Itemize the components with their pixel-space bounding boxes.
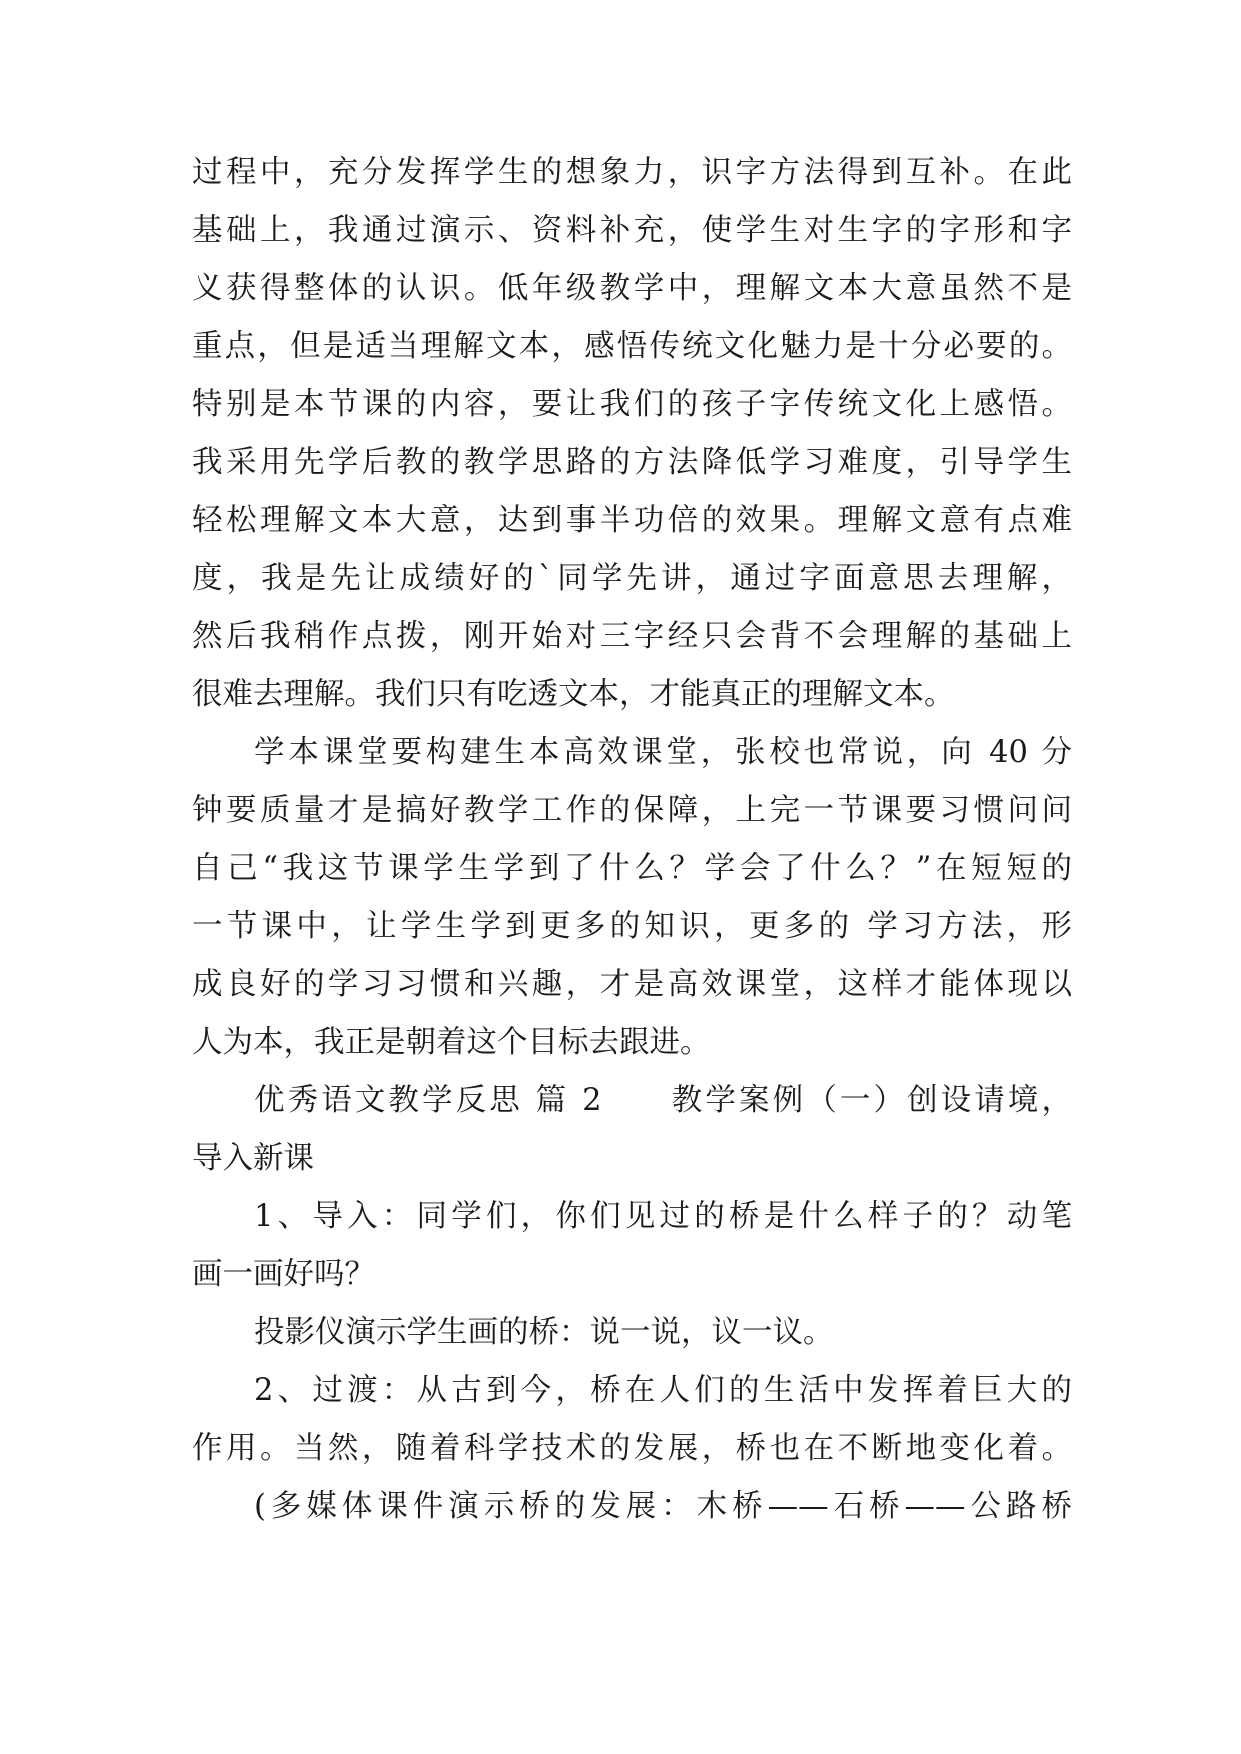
- section-heading-line: 优秀语文教学反思 篇 2 教学案例（一）创设请境，: [254, 1083, 1072, 1118]
- body-text-line: 然后我稍作点拨，刚开始对三字经只会背不会理解的基础上: [192, 619, 1072, 654]
- body-text-line: 导入新课: [192, 1141, 314, 1176]
- body-text-line: 画一画好吗？: [192, 1257, 375, 1292]
- body-text-line: 义获得整体的认识。低年级教学中，理解文本大意虽然不是: [192, 271, 1072, 306]
- body-text-line: 人为本，我正是朝着这个目标去跟进。: [192, 1025, 711, 1060]
- body-text-line: 一节课中，让学生学到更多的知识，更多的 学习方法，形: [192, 909, 1072, 944]
- paragraph-first-line: 投影仪演示学生画的桥：说一说，议一议。: [254, 1315, 834, 1350]
- body-text-line: 特别是本节课的内容，要让我们的孩子字传统文化上感悟。: [192, 387, 1072, 422]
- body-text-line: 很难去理解。我们只有吃透文本，才能真正的理解文本。: [192, 677, 955, 712]
- paragraph-first-line: 学本课堂要构建生本高效课堂，张校也常说，向 40 分: [254, 735, 1072, 770]
- body-text-line: 钟要质量才是搞好教学工作的保障，上完一节课要习惯问问: [192, 793, 1072, 828]
- body-text-line: 作用。当然，随着科学技术的发展，桥也在不断地变化着。: [192, 1431, 1072, 1466]
- paragraph-first-line: 1、导入：同学们，你们见过的桥是什么样子的？动笔: [254, 1199, 1072, 1234]
- body-text-line: 过程中，充分发挥学生的想象力，识字方法得到互补。在此: [192, 155, 1072, 190]
- body-text-line: 重点，但是适当理解文本，感悟传统文化魅力是十分必要的。: [192, 329, 1072, 364]
- body-text-line: 轻松理解文本大意，达到事半功倍的效果。理解文意有点难: [192, 503, 1072, 538]
- paragraph-first-line: (多媒体课件演示桥的发展：木桥——石桥——公路桥: [254, 1489, 1072, 1524]
- body-text-line: 度，我是先让成绩好的`同学先讲，通过字面意思去理解，: [192, 561, 1072, 596]
- body-text-line: 成良好的学习习惯和兴趣，才是高效课堂，这样才能体现以: [192, 967, 1072, 1002]
- body-text-line: 自己“我这节课学生学到了什么？学会了什么？”在短短的: [192, 851, 1072, 886]
- paragraph-first-line: 2、过渡：从古到今，桥在人们的生活中发挥着巨大的: [254, 1373, 1072, 1408]
- body-text-line: 我采用先学后教的教学思路的方法降低学习难度，引导学生: [192, 445, 1072, 480]
- body-text-line: 基础上，我通过演示、资料补充，使学生对生字的字形和字: [192, 213, 1072, 248]
